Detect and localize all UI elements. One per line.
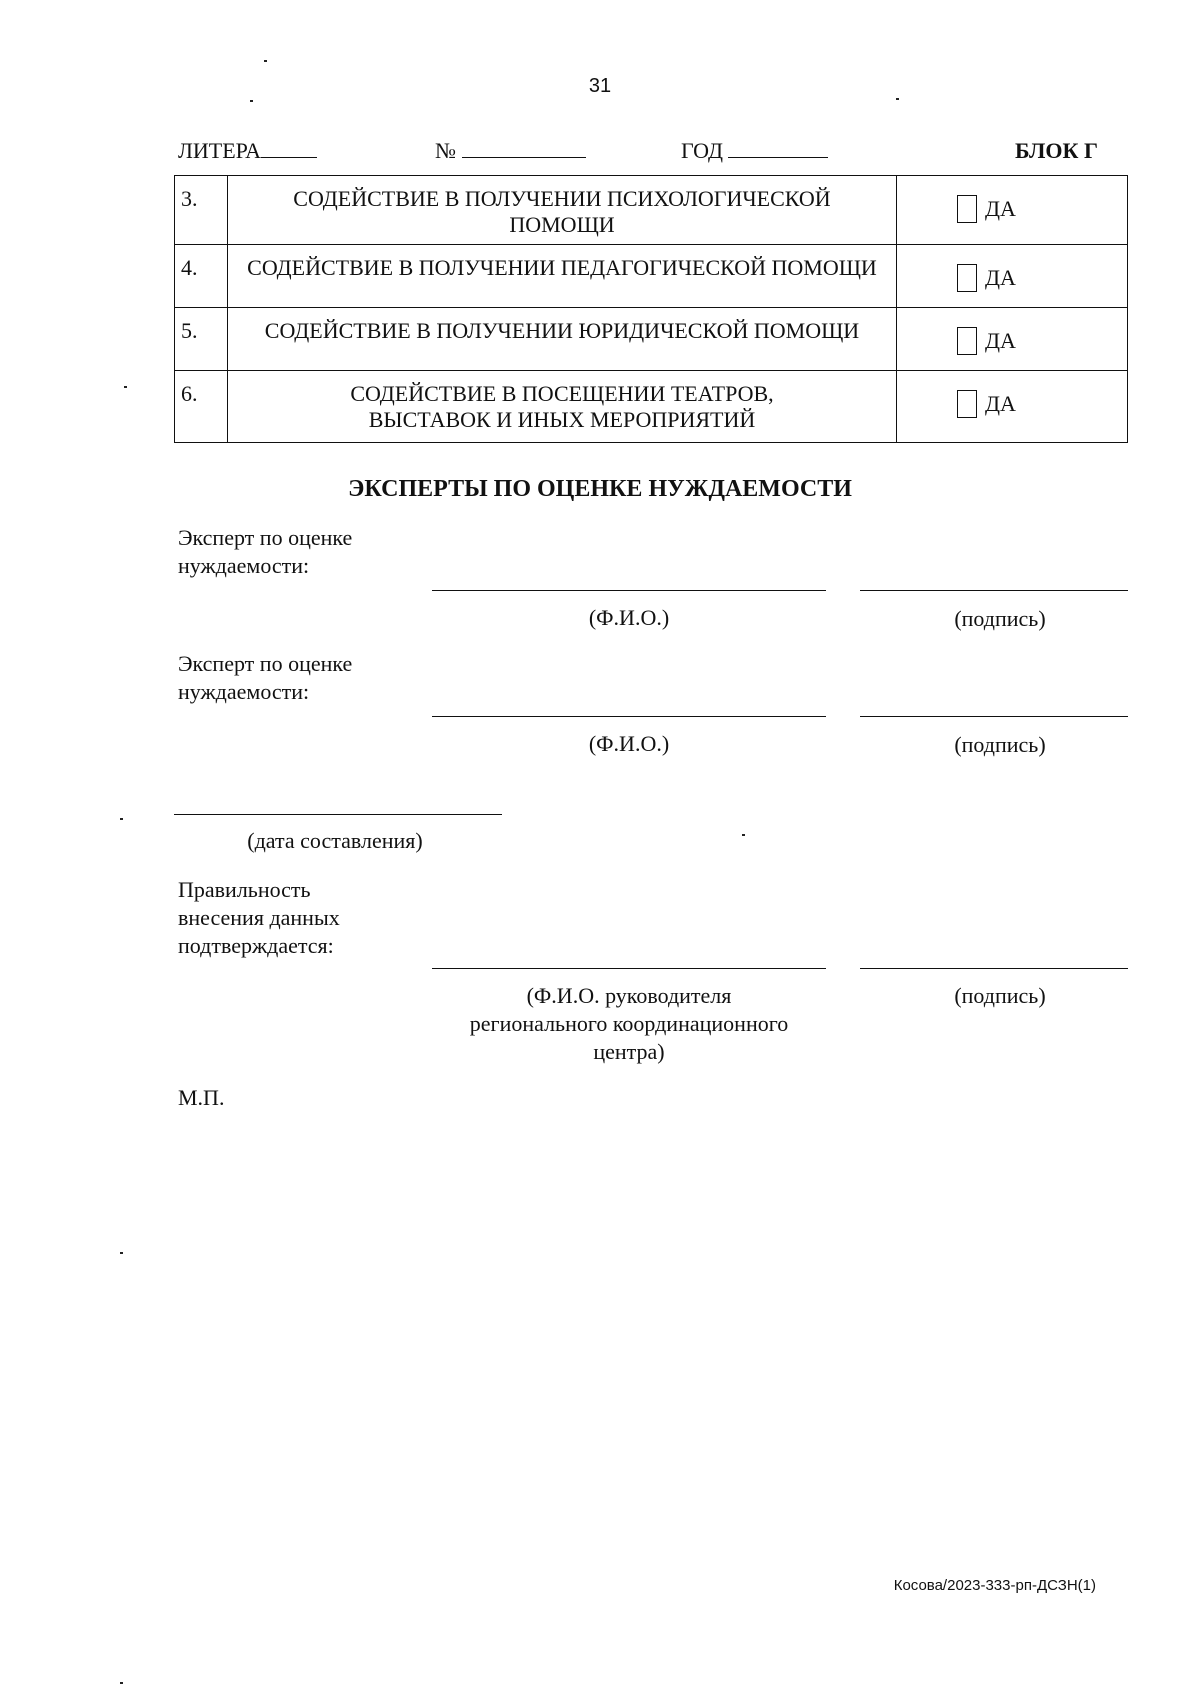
service-description: СОДЕЙСТВИЕ В ПОЛУЧЕНИИ ПЕДАГОГИЧЕСКОЙ ПОМОЩИ	[228, 245, 897, 308]
expert1-label	[178, 524, 352, 580]
page-number: 31	[588, 75, 612, 97]
row-number: 3.	[175, 176, 228, 245]
checkbox[interactable]	[957, 264, 977, 292]
scan-speck	[264, 60, 267, 62]
scan-speck	[742, 834, 745, 836]
year-label: ГОД	[681, 138, 723, 163]
scan-speck	[120, 1682, 123, 1684]
checkbox[interactable]	[957, 195, 977, 223]
scan-speck	[896, 98, 899, 100]
confirmation-label-line3: подтверждается:	[178, 933, 334, 958]
expert2-fio-line[interactable]	[432, 716, 826, 717]
yes-option	[897, 245, 1128, 308]
expert2-label	[178, 650, 352, 706]
block-label: БЛОК Г	[1015, 138, 1098, 163]
service-description: СОДЕЙСТВИЕ В ПОСЕЩЕНИИ ТЕАТРОВ, ВЫСТАВОК И ИНЫХ МЕРОПРИЯТИЙ	[228, 371, 897, 443]
scan-speck	[120, 818, 123, 820]
services-table	[174, 175, 1128, 443]
checkbox[interactable]	[957, 327, 977, 355]
service-description: СОДЕЙСТВИЕ В ПОЛУЧЕНИИ ЮРИДИЧЕСКОЙ ПОМОЩИ	[228, 308, 897, 371]
head-fio-caption	[430, 982, 828, 1066]
expert2-signature-caption: (подпись)	[954, 732, 1046, 757]
yes-label: ДА	[985, 327, 1016, 353]
yes-label: ДА	[985, 195, 1016, 221]
document-reference: Косова/2023-333-рп-ДСЗН(1)	[893, 1577, 1096, 1594]
row-number: 5.	[175, 308, 228, 371]
expert2-signature-line[interactable]	[860, 716, 1128, 717]
yes-option	[897, 308, 1128, 371]
table-row	[175, 308, 1128, 371]
yes-option	[897, 176, 1128, 245]
scan-speck	[250, 100, 253, 102]
head-fio-line[interactable]	[432, 968, 826, 969]
year-field	[681, 138, 828, 164]
yes-label: ДА	[985, 264, 1016, 290]
table-row	[175, 176, 1128, 245]
form-header	[178, 138, 1098, 168]
scan-speck	[120, 1252, 123, 1254]
number-field	[435, 138, 586, 164]
yes-option	[897, 371, 1128, 443]
expert1-signature-caption: (подпись)	[954, 606, 1046, 631]
expert1-fio-caption: (Ф.И.О.)	[588, 605, 670, 630]
stamp-label: М.П.	[178, 1085, 225, 1110]
checkbox[interactable]	[957, 390, 977, 418]
head-fio-caption-line3: центра)	[593, 1039, 665, 1064]
table-row	[175, 371, 1128, 443]
head-signature-caption: (подпись)	[954, 983, 1046, 1008]
row-number: 6.	[175, 371, 228, 443]
row-number: 4.	[175, 245, 228, 308]
date-line[interactable]	[174, 814, 502, 815]
confirmation-label-line1: Правильность	[178, 877, 311, 902]
date-caption: (дата составления)	[247, 828, 423, 853]
head-signature-line[interactable]	[860, 968, 1128, 969]
expert1-label-line1: Эксперт по оценке	[178, 525, 353, 550]
litera-field	[178, 138, 317, 164]
litera-blank[interactable]	[261, 139, 317, 158]
experts-title: ЭКСПЕРТЫ ПО ОЦЕНКЕ НУЖДАЕМОСТИ	[348, 476, 852, 502]
year-blank[interactable]	[728, 139, 828, 158]
head-fio-caption-line2: регионального координационного	[469, 1011, 789, 1036]
expert1-label-line2: нуждаемости:	[178, 553, 310, 578]
expert1-signature-line[interactable]	[860, 590, 1128, 591]
expert2-label-line2: нуждаемости:	[178, 679, 310, 704]
confirmation-label-line2: внесения данных	[178, 905, 340, 930]
head-fio-caption-line1: (Ф.И.О. руководителя	[526, 983, 732, 1008]
expert1-fio-line[interactable]	[432, 590, 826, 591]
scan-speck	[124, 386, 127, 388]
yes-label: ДА	[985, 390, 1016, 416]
expert2-fio-caption: (Ф.И.О.)	[588, 731, 670, 756]
service-description: СОДЕЙСТВИЕ В ПОЛУЧЕНИИ ПСИХОЛОГИЧЕСКОЙ ПОМОЩИ	[228, 176, 897, 245]
expert2-label-line1: Эксперт по оценке	[178, 651, 353, 676]
confirmation-label	[178, 876, 340, 960]
number-label: №	[435, 138, 456, 163]
number-blank[interactable]	[462, 139, 586, 158]
litera-label: ЛИТЕРА	[178, 138, 261, 163]
table-row	[175, 245, 1128, 308]
